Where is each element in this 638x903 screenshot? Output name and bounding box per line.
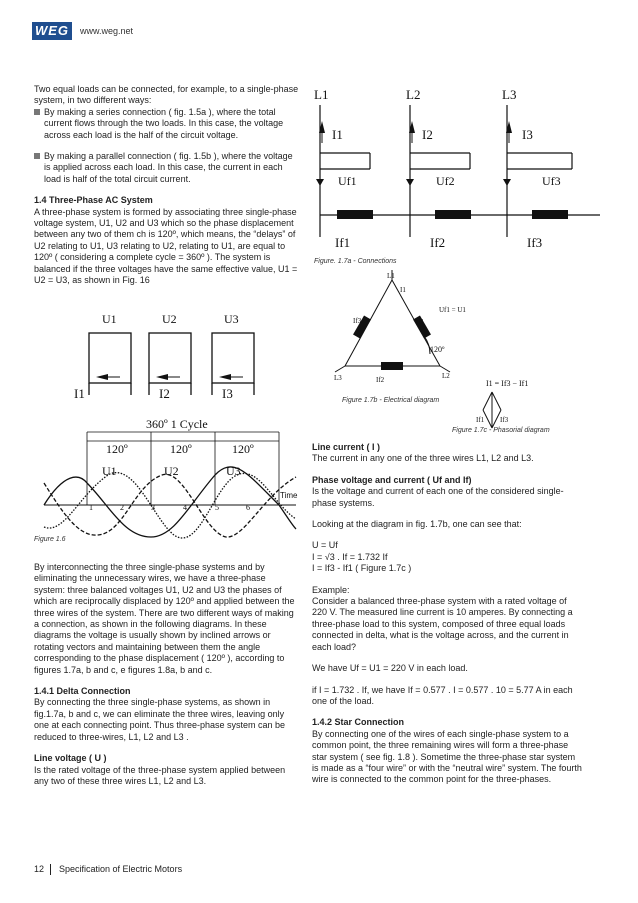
fig17c-if3: If3 <box>500 416 509 424</box>
equation-3: I = If3 - If1 ( Figure 1.7c ) <box>312 563 412 574</box>
fig17b-uf: Uf1 = U1 <box>439 306 466 314</box>
fig16-wave-u3: U3 <box>226 464 241 478</box>
fig16-tick-3: 3 <box>151 503 155 512</box>
fig17c-eq: I1 = If3 − If1 <box>486 379 529 388</box>
fig16-angle-3: 120º <box>232 442 254 456</box>
weg-logo: WEG <box>32 22 72 40</box>
interconnect-text: By interconnecting the three single-phase systems and by eliminating the unnecessary wires, we have a three-phase system: three balanced voltages U1, U2 and U3 the phases of which are reciprocally displaced by 120º and applied between the three wires of the system. There are two different ways of making a connection, as shown in the following diagrams. In these diagrams the voltage is usually shown by inclined arrows or rotating vectors and maintaining between them the angle corresponding to the phase displacement ( 120º ), according to figures 1.7a, b and c, e figures 1.8a, b and c. <box>34 562 295 675</box>
fig17a-l1: L1 <box>314 87 329 102</box>
section-1-4-1-title: 1.4.1 Delta Connection <box>34 686 131 697</box>
fig17a-if2: If2 <box>430 235 446 250</box>
fig16-tick-1: 1 <box>89 503 93 512</box>
intro-text: Two equal loads can be connected, for example, to a single-phase system, in two different ways: <box>34 84 299 106</box>
phase-voltage-text: Is the voltage and current of each one of the considered single-phase systems. <box>312 486 564 508</box>
fig17c-if1: If1 <box>476 416 485 424</box>
fig16-tick-6: 6 <box>246 503 250 512</box>
figure-1-7c-caption: Figure 1.7c - Phasorial diagram <box>452 427 550 434</box>
answer-2: if I = 1.732 . If, we have If = 0.577 . I = 0.577 . 10 = 5.77 A in each one of the load. <box>312 684 573 706</box>
bullet-square-icon <box>34 153 40 159</box>
fig17a-i2: I2 <box>422 127 433 142</box>
fig17b-angle: 120º <box>430 345 445 354</box>
left-column-top <box>34 84 299 297</box>
line-current-title: Line current ( I ) <box>312 442 381 452</box>
fig16-i1: I1 <box>74 386 85 401</box>
figure-1-7a-caption: Figure. 1.7a - Connections <box>314 258 397 265</box>
bullet-square-icon <box>34 109 40 115</box>
equation-1: U = Uf <box>312 540 338 551</box>
fig16-i3: I3 <box>222 386 233 401</box>
page-number: 12 <box>34 864 45 874</box>
figure-1-6 <box>34 305 304 530</box>
right-column-text <box>312 442 582 796</box>
fig17b-l2: L2 <box>442 372 450 380</box>
example-text: Consider a balanced three-phase system with a rated voltage of 220 V. The measured line current is 10 amperes. By connecting a three-phase load to this system, composed of three equal loads connected in delta, what is the voltage across, and the current in each load? <box>312 596 573 652</box>
fig16-angle-1: 120º <box>106 442 128 456</box>
line-voltage-text: Is the rated voltage of the three-phase system applied between any two of these three wires L1, L2 and L3. <box>34 764 286 786</box>
line-current-text: The current in any one of the three wires L1, L2 and L3. <box>312 453 534 464</box>
fig17b-l3: L3 <box>334 374 342 382</box>
section-1-4-2-title: 1.4.2 Star Connection <box>312 717 405 728</box>
equation-2: I = √3 . If = 1.732 If <box>312 551 388 562</box>
fig17b-if1: If1 <box>416 318 425 326</box>
fig16-tick-5: 5 <box>215 503 219 512</box>
footer-divider <box>50 864 51 875</box>
fig17b-l1: L1 <box>387 272 395 280</box>
fig17a-i1: I1 <box>332 127 343 142</box>
fig17a-uf2: Uf2 <box>436 174 455 188</box>
bullet-series <box>34 107 299 141</box>
bullet-parallel-text: By making a parallel connection ( fig. 1.5b ), where the voltage is applied across each load. In this case, the current in each load is half of the total circuit current. <box>44 151 293 184</box>
section-1-4-title: 1.4 Three-Phase AC System <box>34 195 153 206</box>
header-url[interactable]: www.weg.net <box>80 26 134 36</box>
left-column-bottom <box>34 562 299 797</box>
fig17b-i1: I1 <box>400 286 406 294</box>
fig16-u3: U3 <box>224 312 239 326</box>
section-1-4-2-text: By connecting one of the wires of each single-phase system to a common point, the three remaining wires will form a three-phase star system ( see fig. 1.8 ). Sometime the three-phase star system is made as a “four wire” or with the “neutral wire” system. The fourth wire is connected to the common point for the three-phases. <box>312 728 582 785</box>
fig16-u2: U2 <box>162 312 177 326</box>
fig17a-l2: L2 <box>406 87 421 102</box>
footer-title: Specification of Electric Motors <box>59 864 183 874</box>
fig16-u1: U1 <box>102 312 117 326</box>
fig16-wave-u1: U1 <box>102 464 117 478</box>
fig16-tick-2: 2 <box>120 503 124 512</box>
fig16-cycle-label: 360º 1 Cycle <box>146 417 208 431</box>
fig17b-if2: If2 <box>376 376 385 384</box>
looking-text: Looking at the diagram in fig. 1.7b, one can see that: <box>312 519 522 530</box>
answer-1: We have Uf = U1 = 220 V in each load. <box>312 663 468 674</box>
fig17a-if3: If3 <box>527 235 543 250</box>
figure-1-7a <box>310 85 610 260</box>
fig16-time: Time <box>280 491 298 500</box>
line-voltage-title: Line voltage ( U ) <box>34 753 107 764</box>
bullet-parallel <box>34 151 299 185</box>
fig17a-i3: I3 <box>522 127 533 142</box>
page-footer <box>34 864 182 875</box>
example-title: Example: <box>312 584 350 595</box>
bullet-series-text: By making a series connection ( fig. 1.5a ), where the total current flows through the two loads. In this case, the voltage across each load is the half of the circuit voltage. <box>44 106 284 140</box>
fig17a-uf3: Uf3 <box>542 174 561 188</box>
phase-voltage-title: Phase voltage and current ( Uf and If) <box>312 474 472 485</box>
figure-1-7c <box>476 372 600 432</box>
fig16-wave-u2: U2 <box>164 464 179 478</box>
fig17a-uf1: Uf1 <box>338 174 357 188</box>
fig17a-l3: L3 <box>502 87 517 102</box>
figure-1-7b-caption: Figure 1.7b - Electrical diagram <box>342 397 440 404</box>
fig17a-if1: If1 <box>335 235 351 250</box>
figure-1-7b <box>320 268 490 398</box>
fig16-angle-2: 120º <box>170 442 192 456</box>
fig16-tick-4: 4 <box>183 503 187 512</box>
fig17b-if3: If3 <box>353 317 362 325</box>
figure-1-6-caption: Figure 1.6 <box>34 536 66 543</box>
fig16-i2: I2 <box>159 386 170 401</box>
section-1-4-1-text: By connecting the three single-phase systems, as shown in fig.1.7a, b and c, we can eliminate the three wires, leaving only one at each connecting point. Thus three-phase system can be reduced to three-wires, L1, L2 and L3 . <box>34 697 285 742</box>
section-1-4-text: A three-phase system is formed by associating three single-phase voltage system, U1, U2 and U3 which so the phase displacement between any two of them ch is 120º, which means, the “delays” of U2 relating to U1, U3 relating to U2, relating to U1, are equal to 120º ( considering a complete cycle = 360º ). The system is balanced if the three voltages have the same effective value, U1 = U2 = U3, as shown in Fig. 16 <box>34 206 298 286</box>
